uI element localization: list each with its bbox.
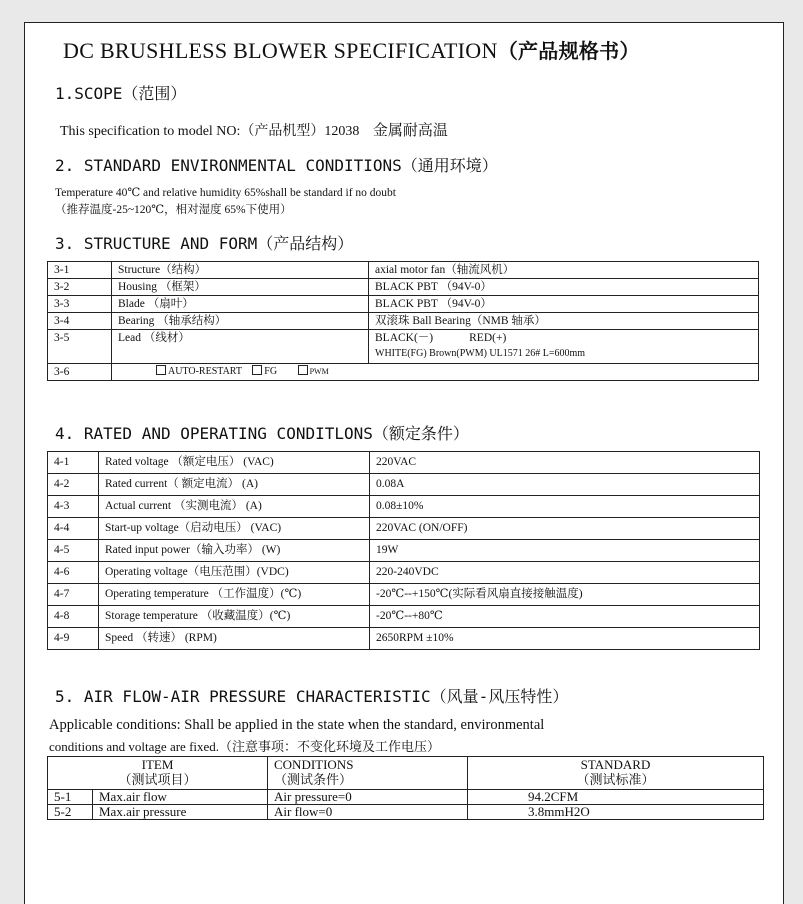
cell-value: 19W [370,540,760,562]
cell-id: 4-1 [48,452,99,474]
cell-name: Operating voltage（电压范围）(VDC) [99,562,370,584]
table-row [48,805,764,820]
cell-standard: 3.8mmH2O [468,805,764,820]
cell-id: 4-4 [48,518,99,540]
lead-black: BLACK(－) [375,332,434,344]
cell-value: BLACK PBT （94V-0） [369,279,759,296]
section3-heading: 3. STRUCTURE AND FORM（产品结构） [55,234,354,253]
cell-id: 3-1 [48,262,112,279]
cell-options [112,364,759,381]
cell-name: Speed （转速） (RPM) [99,628,370,650]
cell-value: 2650RPM ±10% [370,628,760,650]
fg-checkbox[interactable] [252,365,262,375]
document-page [24,22,784,904]
airflow-table [47,756,764,820]
table-row [48,364,759,381]
document-title [63,35,640,64]
lead-line2: WHITE(FG) Brown(PWM) UL1571 26# L=600mm [375,348,586,359]
cell-value: 220VAC [370,452,760,474]
environment-line1: Temperature 40℃ and relative humidity 65%shall be standard if no doubt [55,187,396,199]
cell-name: Bearing （轴承结构） [112,313,369,330]
cell-id: 4-3 [48,496,99,518]
cell-value: 双滚珠 Ball Bearing（NMB 轴承） [369,313,759,330]
table-row [48,296,759,313]
cell-value: BLACK PBT （94V-0） [369,296,759,313]
cell-name: Structure（结构） [112,262,369,279]
cell-name: Lead （线材） [112,330,369,364]
cell-condition: Air pressure=0 [268,790,468,805]
cell-value: 220-240VDC [370,562,760,584]
cell-value: -20℃--+80℃ [370,606,760,628]
table-row [48,330,759,364]
cell-id: 3-3 [48,296,112,313]
airflow-conditions-line1: Applicable conditions: Shall be applied in the state when the standard, environmental [49,717,545,733]
cell-id: 3-5 [48,330,112,364]
cell-name: Storage temperature （收藏温度）(℃) [99,606,370,628]
section2-heading: 2. STANDARD ENVIRONMENTAL CONDITIONS（通用环境） [55,156,498,175]
table-row [48,540,760,562]
table-row [48,790,764,805]
scope-text [60,119,448,140]
table-row [48,584,760,606]
pwm-checkbox[interactable] [298,365,308,375]
cell-value: -20℃--+150℃(实际看风扇直接接触温度) [370,584,760,606]
table-row [48,279,759,296]
table-row [48,496,760,518]
cell-lead-value [369,330,759,364]
cell-id: 4-5 [48,540,99,562]
cell-name: Housing （框架） [112,279,369,296]
cell-id: 4-6 [48,562,99,584]
lead-red: RED(+) [469,332,507,344]
pwm-label: PWM [309,367,329,376]
table-row [48,628,760,650]
table-row [48,262,759,279]
structure-table-extra [48,330,759,381]
airflow-conditions-line2: conditions and voltage are fixed.（注意事项：不变化环境及工作电压） [49,739,441,754]
cell-id: 5-1 [48,790,93,805]
cell-value: 220VAC (ON/OFF) [370,518,760,540]
cell-name: Operating temperature （工作温度）(℃) [99,584,370,606]
header-standard-en: STANDARD [580,757,651,772]
auto-restart-label: AUTO-RESTART [168,366,242,377]
table-row [48,452,760,474]
cell-name: Actual current （实测电流） (A) [99,496,370,518]
cell-id: 3-2 [48,279,112,296]
cell-condition: Air flow=0 [268,805,468,820]
cell-item: Max.air pressure [93,805,268,820]
cell-item: Max.air flow [93,790,268,805]
cell-value: axial motor fan（轴流风机） [369,262,759,279]
section1-heading: 1.SCOPE（范围） [55,84,187,103]
cell-id: 4-9 [48,628,99,650]
scope-model: This specification to model NO:（产品机型）12038 [60,124,360,139]
section5-heading: 5. AIR FLOW-AIR PRESSURE CHARACTERISTIC（风量-风压特性） [55,687,569,706]
header-standard [468,757,764,790]
cell-name: Rated current（ 额定电流） (A) [99,474,370,496]
header-standard-cn: （测试标准） [576,772,655,787]
rated-conditions-table [47,451,760,650]
header-conditions [268,757,468,790]
cell-name: Rated voltage （额定电压） (VAC) [99,452,370,474]
environment-line2: （推荐温度-25~120℃，相对湿度 65%下使用） [55,204,292,216]
header-item-cn: （测试项目） [118,772,197,787]
cell-value: 0.08±10% [370,496,760,518]
title-chinese: （产品规格书） [497,39,640,63]
cell-name: Blade （扇叶） [112,296,369,313]
cell-id: 5-2 [48,805,93,820]
rated-conditions-body [48,452,760,650]
cell-id: 4-7 [48,584,99,606]
title-english: DC BRUSHLESS BLOWER SPECIFICATION [63,38,498,63]
table-row [48,474,760,496]
cell-name: Rated input power（输入功率） (W) [99,540,370,562]
scope-model-cn: 金属耐高温 [372,121,448,139]
lead-line1 [375,330,752,346]
cell-id: 4-2 [48,474,99,496]
table-row [48,606,760,628]
cell-standard: 94.2CFM [468,790,764,805]
structure-table-body [48,262,759,330]
table-row [48,313,759,330]
header-item [48,757,268,790]
table-row [48,518,760,540]
cell-id: 3-4 [48,313,112,330]
cell-id: 4-8 [48,606,99,628]
structure-table [47,261,759,381]
section4-heading: 4. RATED AND OPERATING CONDITLONS（额定条件） [55,424,469,443]
cell-id: 3-6 [48,364,112,381]
auto-restart-checkbox[interactable] [156,365,166,375]
table-row [48,562,760,584]
header-conditions-cn: （测试条件） [274,772,353,787]
header-item-en: ITEM [141,757,174,772]
table-header-row [48,757,764,790]
header-conditions-en: CONDITIONS [274,757,354,772]
cell-value: 0.08A [370,474,760,496]
fg-label: FG [264,366,278,377]
airflow-table-body [48,757,764,820]
cell-name: Start-up voltage（启动电压） (VAC) [99,518,370,540]
